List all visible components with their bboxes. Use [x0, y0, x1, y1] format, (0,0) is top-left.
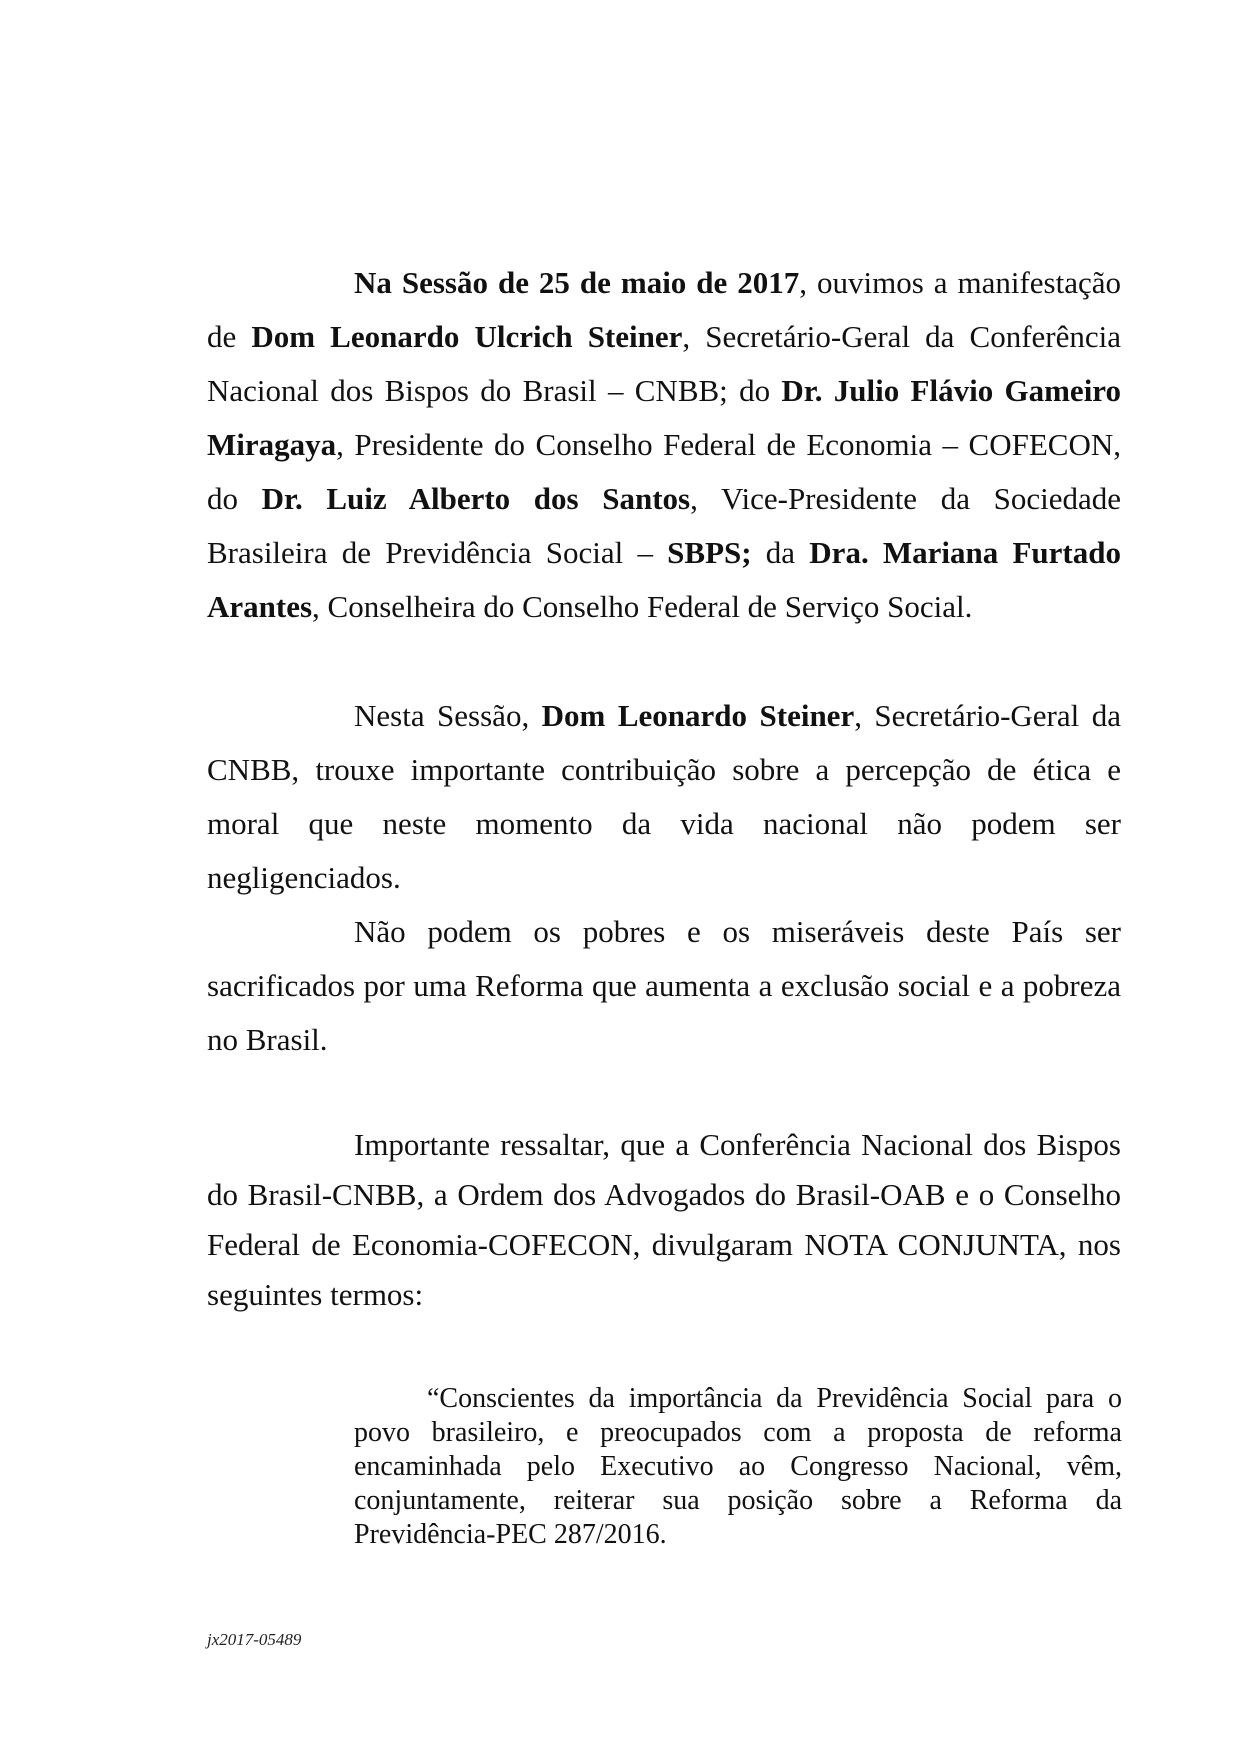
text-run: , Secretário-Geral da CNBB, trouxe importante contribuição sobre a percepção de ética e moral que neste momento da vida nacional não podem ser negligenciados. [207, 698, 1121, 895]
block-quote-joint-note [354, 1382, 1122, 1552]
speaker-name: Dom Leonardo Ulcrich Steiner [251, 319, 683, 354]
text-run: , Secretário-Geral da Conferência Nacional dos Bispos do Brasil – CNBB; do [207, 319, 1121, 408]
speaker-name: Dra. Mariana Furtado Arantes [207, 535, 1121, 624]
paragraph-cnbb-contribution [207, 689, 1121, 905]
text-run: , Vice-Presidente da Sociedade Brasileira de Previdência Social – [207, 481, 1122, 570]
text-run: Não podem os pobres e os miseráveis deste País ser sacrificados por uma Reforma que aumenta a exclusão social e a pobreza no Brasil. [207, 914, 1121, 1057]
organization-acronym: SBPS; [667, 535, 752, 570]
speaker-name: Dom Leonardo Steiner [541, 698, 855, 733]
quote-text: “Conscientes da importância da Previdência Social para o povo brasileiro, e preocupados com a proposta de reforma encaminhada pelo Executivo ao Congresso Nacional, vêm, conjuntamente, reiterar sua posição sobre a Reforma da Previdência-PEC 287/2016. [354, 1383, 1122, 1550]
text-run: Nesta Sessão, [354, 698, 542, 733]
paragraph-joint-note-intro [207, 1120, 1121, 1320]
paragraph-poverty-statement [207, 905, 1121, 1067]
speaker-name: Dr. Luiz Alberto dos Santos [261, 481, 691, 516]
text-run: da [751, 535, 810, 570]
paragraph-session-participants [207, 256, 1121, 634]
text-run: , Presidente do Conselho Federal de Economia – COFECON, do [207, 427, 1121, 516]
speaker-name: Dr. Julio Flávio Gameiro Miragaya [207, 373, 1122, 462]
session-date: Na Sessão de 25 de maio de 2017 [354, 265, 800, 300]
text-run: , Conselheira do Conselho Federal de Serviço Social. [312, 589, 973, 624]
text-run: , ouvimos a manifestação de [207, 265, 1122, 354]
text-run: Importante ressaltar, que a Conferência Nacional dos Bispos do Brasil-CNBB, a Ordem dos Advogados do Brasil-OAB e o Conselho Federal de Economia-COFECON, divulgaram NOTA CONJUNTA, nos seguintes termos: [207, 1127, 1121, 1312]
document-footer-code: jx2017-05489 [207, 1630, 302, 1649]
